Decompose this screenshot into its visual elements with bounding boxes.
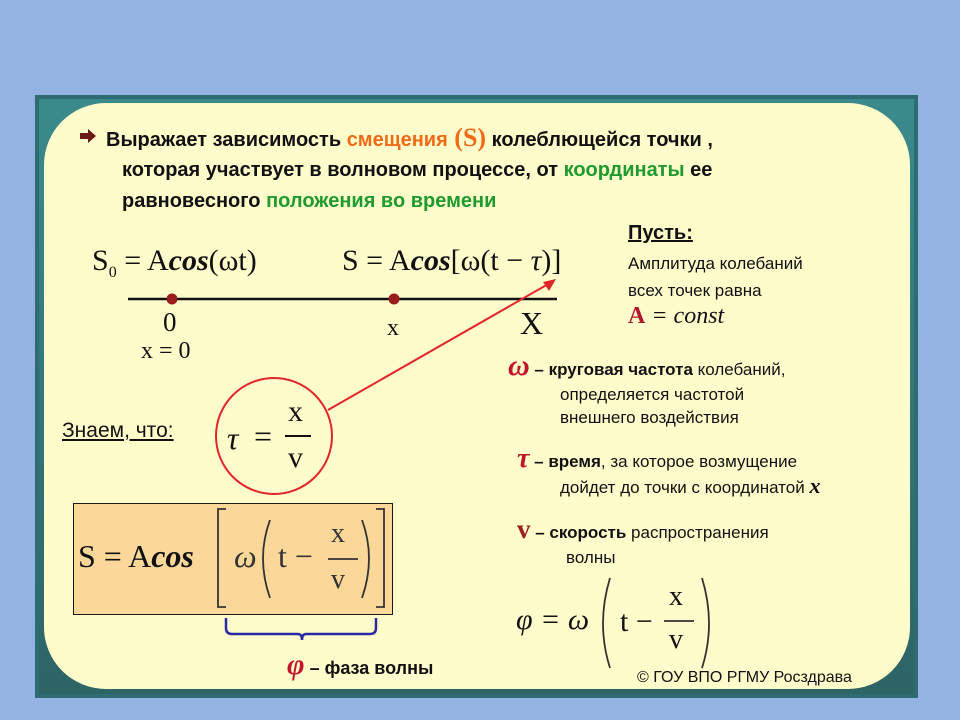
phase-eq-lhs: φ = ω: [516, 603, 590, 636]
boxed-t: t −: [278, 538, 313, 574]
phase-eq-numerator: x: [669, 581, 683, 612]
boxed-numerator: x: [331, 518, 345, 549]
known-tau: τ: [227, 420, 239, 456]
known-label: Знаем, что:: [62, 419, 174, 442]
boxed-lhs: S = Acos: [78, 538, 194, 574]
amplitude-const: A = const: [628, 303, 725, 329]
known-fraction-bar: [285, 435, 311, 437]
known-equals: =: [254, 418, 273, 454]
let-line-2: всех точек равна: [628, 281, 762, 300]
omega-line-3: внешнего воздействия: [560, 408, 739, 427]
heading-line-1: Выражает зависимость смещения (S) колеблющейся точки ,: [106, 123, 713, 152]
phase-eq-parens: [598, 574, 718, 674]
axis-label: X: [520, 305, 544, 341]
boxed-omega: ω: [234, 538, 257, 574]
phase-brace: [226, 618, 376, 640]
tau-def-line-2: дойдет до точки с координатой x: [560, 473, 821, 498]
origin-equation: x = 0: [141, 338, 191, 364]
let-line-1: Амплитуда колебаний: [628, 254, 803, 273]
phase-label: φ – фаза волны: [287, 648, 434, 681]
phase-eq-denominator: v: [669, 624, 683, 655]
let-title: Пусть:: [628, 222, 693, 244]
x-point: [389, 294, 400, 305]
equation-s0: $S_0 = Acos(\omega t)$: [92, 244, 257, 281]
origin-label: 0: [163, 307, 177, 337]
copyright: © ГОУ ВПО РГМУ Росздрава: [637, 669, 852, 686]
equation-s: S = Acos[ω(t − τ)]: [342, 244, 562, 277]
heading-line-2: которая участвует в волновом процессе, от координаты ее: [122, 159, 713, 181]
origin-point: [167, 294, 178, 305]
x-point-label: x: [387, 315, 399, 341]
tau-def-line-1: τ – время, за которое возмущение: [517, 443, 798, 474]
heading-line-3: равновесного положения во времени: [122, 190, 497, 212]
v-def-line-2: волны: [566, 548, 616, 567]
known-numerator: x: [288, 395, 303, 428]
known-denominator: v: [288, 441, 303, 474]
omega-line-2: определяется частотой: [560, 385, 745, 404]
v-def-line-1: v – скорость распространения: [517, 514, 769, 544]
red-arrow-line: [328, 283, 550, 410]
phase-eq-t: t −: [620, 605, 653, 638]
boxed-denominator: v: [331, 564, 345, 595]
omega-line-1: ω – круговая частота колебаний,: [508, 349, 786, 382]
